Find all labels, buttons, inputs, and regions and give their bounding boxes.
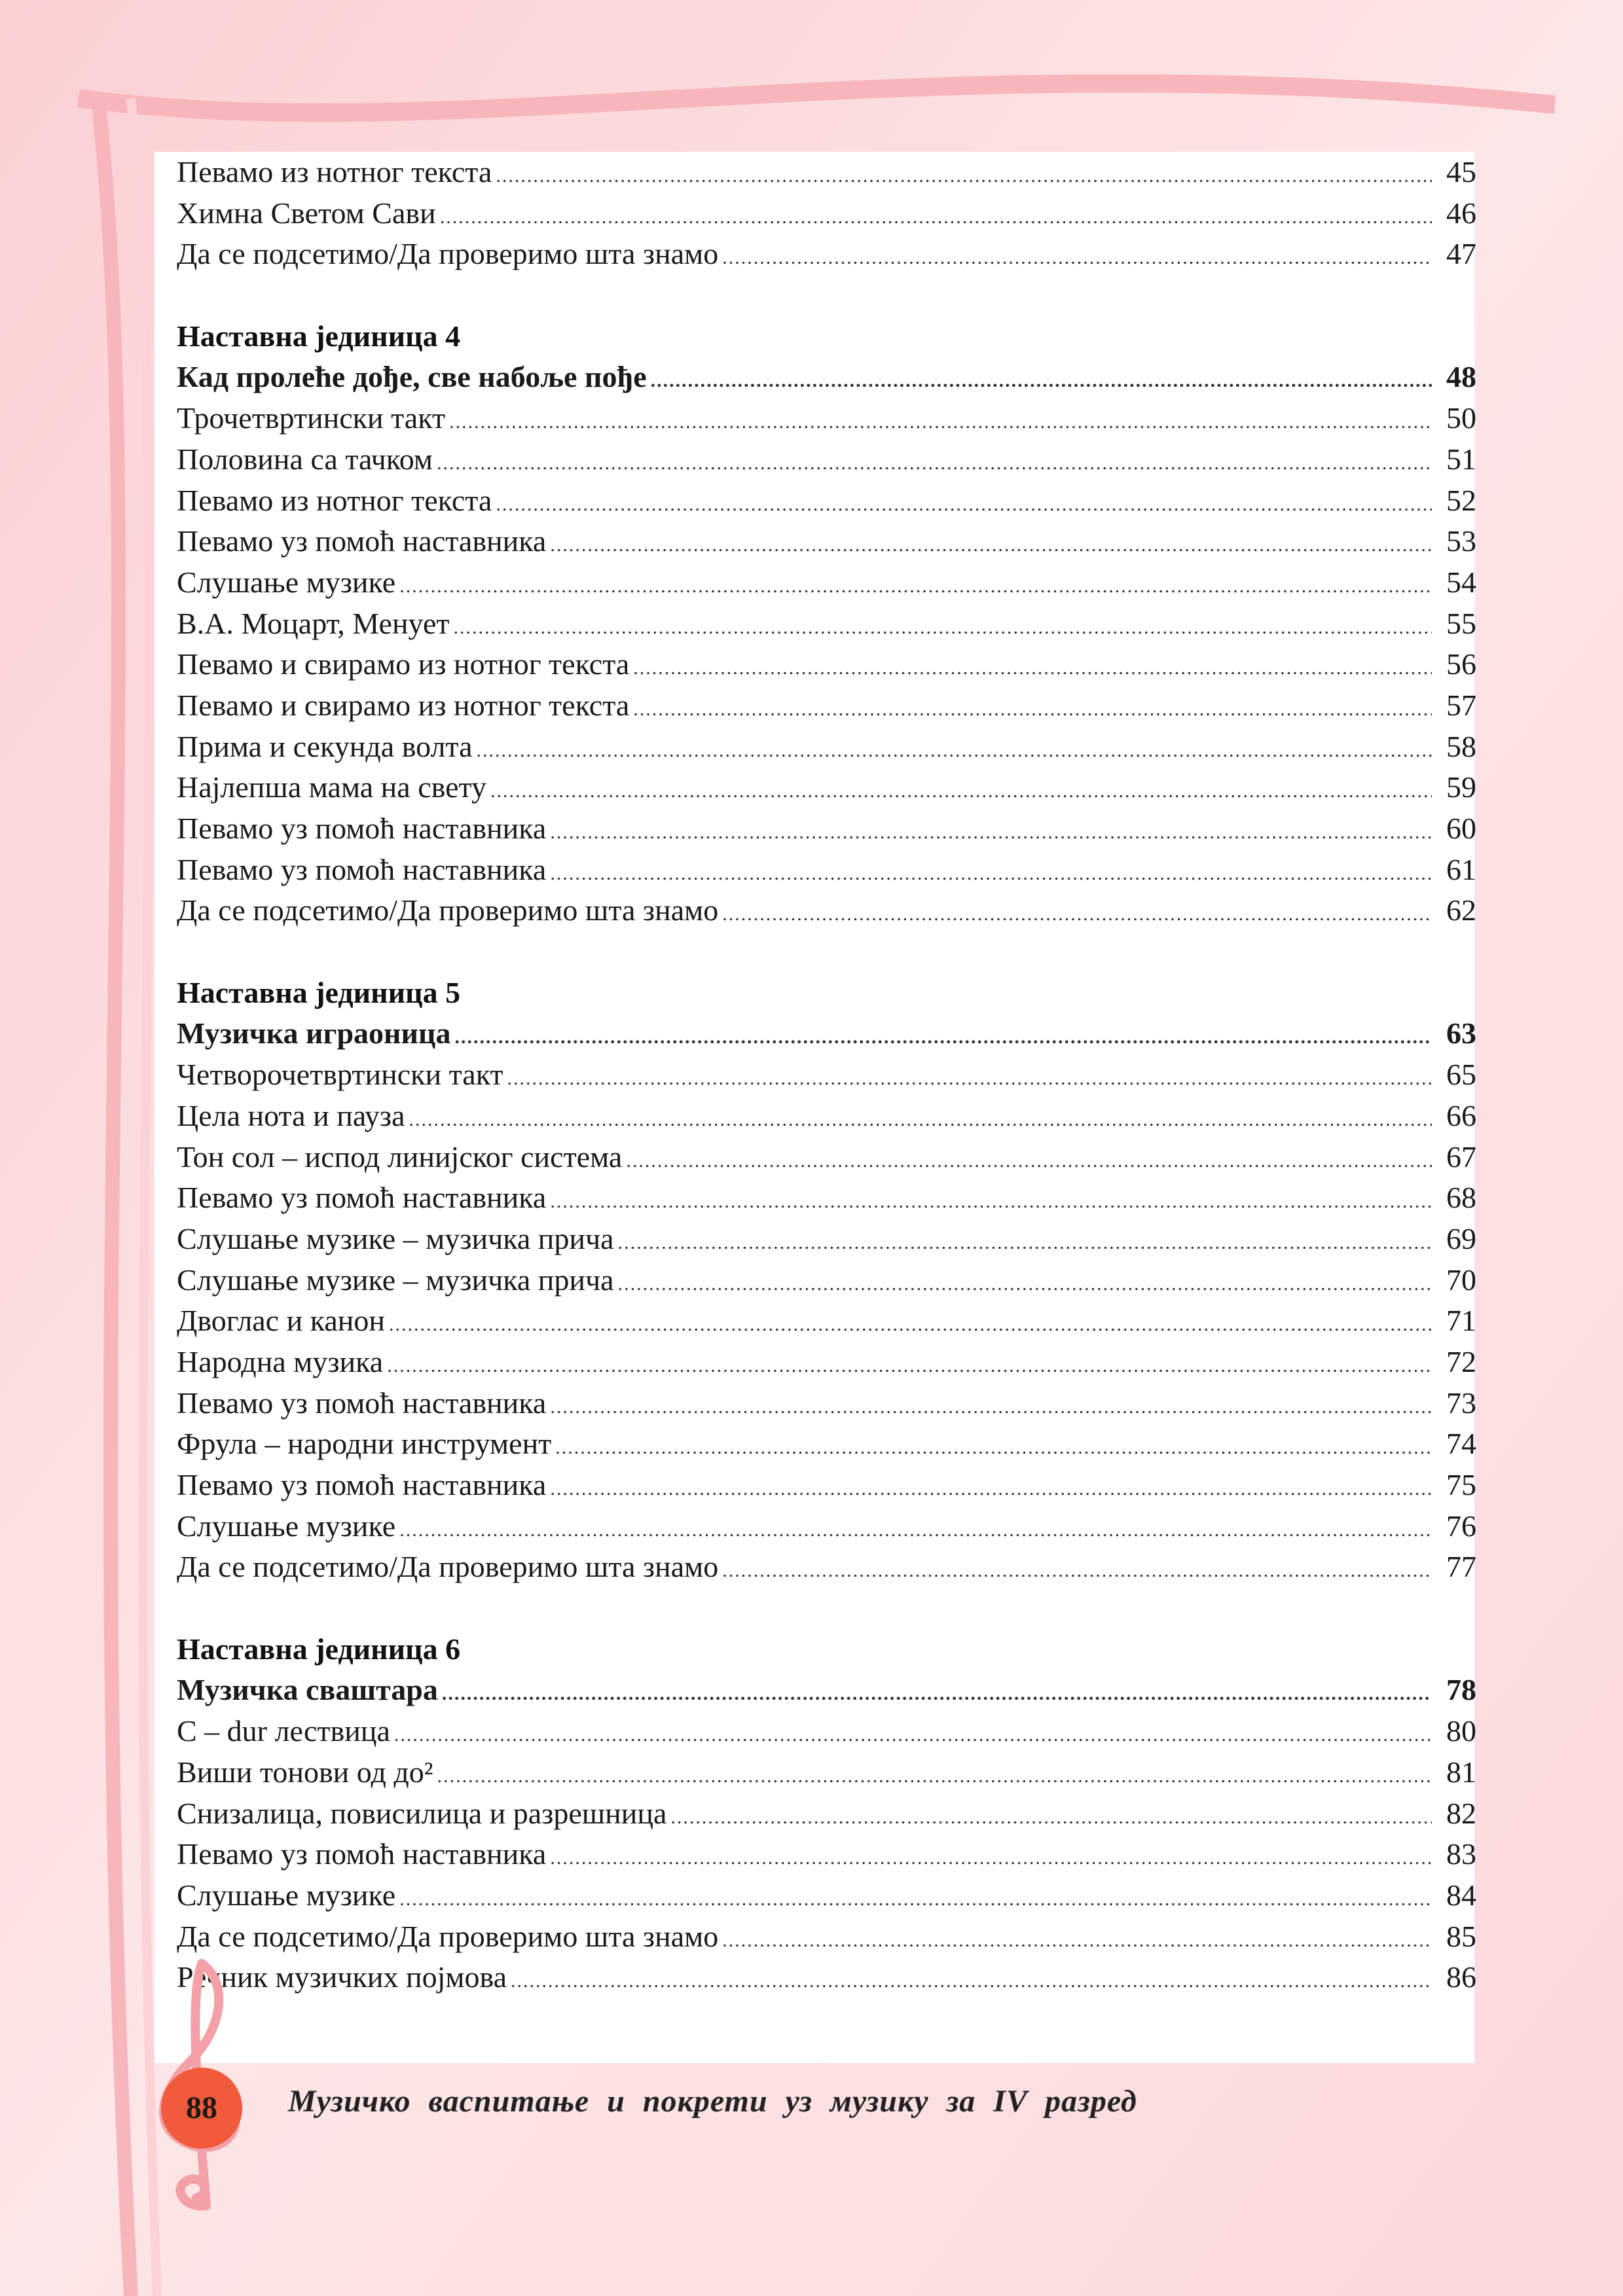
entry-title: Слушање музике – музичка прича <box>177 1221 614 1255</box>
toc-entry[interactable] <box>177 1916 1476 1958</box>
toc-entry[interactable] <box>177 439 1476 480</box>
entry-page: 82 <box>1446 1796 1476 1830</box>
entry-title: Речник музичких појмова <box>177 1960 507 1994</box>
toc-entry[interactable] <box>177 1054 1476 1096</box>
entry-page: 61 <box>1446 852 1476 886</box>
entry-page: 47 <box>1446 237 1476 271</box>
table-of-contents <box>177 152 1476 1998</box>
toc-entry[interactable] <box>177 644 1476 685</box>
entry-title: Фрула – народни инструмент <box>177 1427 552 1461</box>
entry-page: 80 <box>1446 1714 1476 1748</box>
entry-title: Четворочетвртински такт <box>177 1058 503 1092</box>
unit-header: Наставна јединица 4 <box>177 319 461 353</box>
toc-unit-title[interactable] <box>177 1013 1476 1054</box>
entry-title: Цела нота и пауза <box>177 1098 405 1132</box>
entry-page: 74 <box>1446 1427 1476 1461</box>
toc-unit-title[interactable] <box>177 357 1476 398</box>
toc-entry[interactable] <box>177 1300 1476 1342</box>
entry-title: Музичка сваштара <box>177 1673 438 1707</box>
entry-page: 86 <box>1446 1960 1476 1994</box>
toc-entry[interactable] <box>177 1465 1476 1506</box>
entry-title: Музичка играоница <box>177 1016 451 1050</box>
dot-leader <box>442 1674 1432 1715</box>
entry-title: Певамо уз помоћ наставника <box>177 1837 547 1871</box>
dot-leader <box>550 853 1432 895</box>
toc-entry[interactable] <box>177 1752 1476 1793</box>
toc-entry[interactable] <box>177 1342 1476 1383</box>
toc-entry[interactable] <box>177 562 1476 603</box>
toc-entry[interactable] <box>177 1383 1476 1424</box>
entry-page: 77 <box>1446 1550 1476 1584</box>
entry-title: В.А. Моцарт, Менует <box>177 606 450 640</box>
dot-leader <box>550 1387 1432 1428</box>
entry-title: Певамо уз помоћ наставника <box>177 1181 547 1215</box>
entry-title: Да се подсетимо/Да проверимо шта знамо <box>177 1919 719 1953</box>
toc-entry[interactable] <box>177 193 1476 234</box>
dot-leader <box>387 1346 1432 1387</box>
dot-leader <box>507 1058 1432 1100</box>
toc-entry[interactable] <box>177 890 1476 931</box>
entry-title: Да се подсетимо/Да проверимо шта знамо <box>177 237 719 271</box>
entry-page: 83 <box>1446 1837 1476 1871</box>
dot-leader <box>409 1100 1432 1141</box>
entry-title: Народна музика <box>177 1344 384 1378</box>
toc-entry[interactable] <box>177 1177 1476 1219</box>
page-number-badge: 88 <box>161 2068 242 2149</box>
entry-title: Химна Светом Сави <box>177 196 436 230</box>
entry-title: Трочетвртински такт <box>177 401 446 435</box>
entry-title: Слушање музике <box>177 1509 396 1543</box>
toc-entry[interactable] <box>177 398 1476 439</box>
entry-page: 71 <box>1446 1304 1476 1338</box>
entry-page: 53 <box>1446 524 1476 558</box>
toc-entry[interactable] <box>177 480 1476 522</box>
entry-page: 76 <box>1446 1509 1476 1543</box>
dot-leader <box>496 156 1432 197</box>
entry-page: 55 <box>1446 606 1476 640</box>
dot-leader <box>722 238 1432 279</box>
entry-page: 72 <box>1446 1344 1476 1378</box>
dot-leader <box>453 607 1432 649</box>
toc-entry[interactable] <box>177 1793 1476 1835</box>
dot-leader <box>633 648 1432 689</box>
entry-page: 45 <box>1446 155 1476 188</box>
dot-leader <box>626 1141 1432 1182</box>
entry-title: C – dur лествица <box>177 1714 390 1748</box>
entry-title: Тон сол – испод линијског система <box>177 1139 623 1174</box>
entry-page: 81 <box>1446 1755 1476 1789</box>
entry-page: 73 <box>1446 1386 1476 1420</box>
dot-leader <box>437 443 1432 484</box>
toc-entry[interactable] <box>177 850 1476 891</box>
toc-entry[interactable] <box>177 234 1476 275</box>
entry-page: 75 <box>1446 1468 1476 1501</box>
entry-page: 51 <box>1446 442 1476 476</box>
entry-title: Снизалица, повисилица и разрешница <box>177 1796 667 1830</box>
dot-leader <box>550 1838 1432 1879</box>
entry-page: 84 <box>1446 1878 1476 1912</box>
toc-entry[interactable] <box>177 152 1476 193</box>
dot-leader <box>394 1715 1432 1756</box>
entry-page: 70 <box>1446 1263 1476 1297</box>
entry-page: 58 <box>1446 729 1476 763</box>
entry-page: 63 <box>1446 1016 1476 1050</box>
dot-leader <box>550 525 1432 566</box>
entry-page: 68 <box>1446 1181 1476 1215</box>
toc-entry[interactable] <box>177 1096 1476 1137</box>
toc-entry[interactable] <box>177 603 1476 645</box>
dot-leader <box>511 1961 1432 2002</box>
toc-entry[interactable] <box>177 1260 1476 1301</box>
dot-leader <box>449 402 1432 443</box>
entry-title: Да се подсетимо/Да проверимо шта знамо <box>177 1550 719 1584</box>
toc-entry[interactable] <box>177 685 1476 726</box>
entry-title: Певамо уз помоћ наставника <box>177 1468 547 1501</box>
dot-leader <box>670 1797 1432 1839</box>
toc-entry[interactable] <box>177 1957 1476 1998</box>
entry-title: Певамо уз помоћ наставника <box>177 852 547 886</box>
entry-title: Виши тонови од до² <box>177 1755 433 1789</box>
entry-page: 59 <box>1446 770 1476 804</box>
dot-leader <box>389 1304 1432 1346</box>
entry-title: Певамо из нотног текста <box>177 483 492 517</box>
entry-title: Прима и секунда волта <box>177 729 473 763</box>
entry-page: 52 <box>1446 483 1476 517</box>
entry-page: 69 <box>1446 1221 1476 1255</box>
dot-leader <box>651 361 1432 402</box>
dot-leader <box>722 1920 1432 1962</box>
dot-leader <box>618 1264 1432 1305</box>
entry-title: Двоглас и канон <box>177 1304 386 1338</box>
toc-entry[interactable] <box>177 1219 1476 1260</box>
unit-header: Наставна јединица 6 <box>177 1632 461 1666</box>
toc-entry[interactable] <box>177 808 1476 850</box>
entry-title: Половина са тачком <box>177 442 433 476</box>
entry-page: 46 <box>1446 196 1476 230</box>
entry-title: Слушање музике – музичка прича <box>177 1263 614 1297</box>
dot-leader <box>477 730 1432 772</box>
toc-entry[interactable] <box>177 1711 1476 1752</box>
toc-entry[interactable] <box>177 726 1476 768</box>
toc-entry[interactable] <box>177 1506 1476 1547</box>
entry-page: 56 <box>1446 647 1476 681</box>
toc-entry[interactable] <box>177 1137 1476 1178</box>
dot-leader <box>490 771 1432 812</box>
dot-leader <box>550 1181 1432 1223</box>
dot-leader <box>550 1469 1432 1510</box>
dot-leader <box>440 197 1432 238</box>
entry-title: Певамо и свирамо из нотног текста <box>177 688 630 722</box>
toc-entry[interactable] <box>177 1547 1476 1588</box>
dot-leader <box>722 1551 1432 1592</box>
dot-leader <box>633 689 1432 730</box>
toc-entry[interactable] <box>177 1875 1476 1916</box>
toc-entry[interactable] <box>177 1424 1476 1465</box>
toc-entry[interactable] <box>177 521 1476 562</box>
unit-header: Наставна јединица 5 <box>177 975 461 1009</box>
entry-page: 48 <box>1446 360 1476 394</box>
dot-leader <box>399 566 1432 607</box>
entry-page: 54 <box>1446 565 1476 599</box>
entry-title: Најлепша мама на свету <box>177 770 486 804</box>
dot-leader <box>437 1756 1432 1797</box>
entry-page: 66 <box>1446 1098 1476 1132</box>
entry-page: 50 <box>1446 401 1476 435</box>
book-title: Музичко васпитање и покрети уз музику за IV разред <box>288 2084 1137 2119</box>
dot-leader <box>455 1017 1432 1058</box>
dot-leader <box>722 894 1432 935</box>
entry-page: 78 <box>1446 1673 1476 1707</box>
entry-title: Певамо уз помоћ наставника <box>177 524 547 558</box>
toc-entry[interactable] <box>177 767 1476 808</box>
entry-page: 85 <box>1446 1919 1476 1953</box>
dot-leader <box>496 484 1432 526</box>
entry-title: Певамо уз помоћ наставника <box>177 1386 547 1420</box>
entry-title: Слушање музике <box>177 1878 396 1912</box>
entry-page: 57 <box>1446 688 1476 722</box>
entry-page: 60 <box>1446 812 1476 845</box>
dot-leader <box>399 1879 1432 1920</box>
dot-leader <box>618 1223 1432 1264</box>
dot-leader <box>399 1510 1432 1551</box>
dot-leader <box>550 812 1432 853</box>
entry-title: Кад пролеће дође, све набоље пође <box>177 360 647 394</box>
toc-entry[interactable] <box>177 1834 1476 1875</box>
entry-page: 67 <box>1446 1139 1476 1174</box>
entry-title: Певамо из нотног текста <box>177 155 492 188</box>
entry-page: 65 <box>1446 1058 1476 1092</box>
entry-page: 62 <box>1446 893 1476 927</box>
entry-title: Певамо и свирамо из нотног текста <box>177 647 630 681</box>
toc-unit-title[interactable] <box>177 1670 1476 1711</box>
entry-title: Да се подсетимо/Да проверимо шта знамо <box>177 893 719 927</box>
dot-leader <box>555 1427 1432 1469</box>
entry-title: Слушање музике <box>177 565 396 599</box>
entry-title: Певамо уз помоћ наставника <box>177 812 547 845</box>
